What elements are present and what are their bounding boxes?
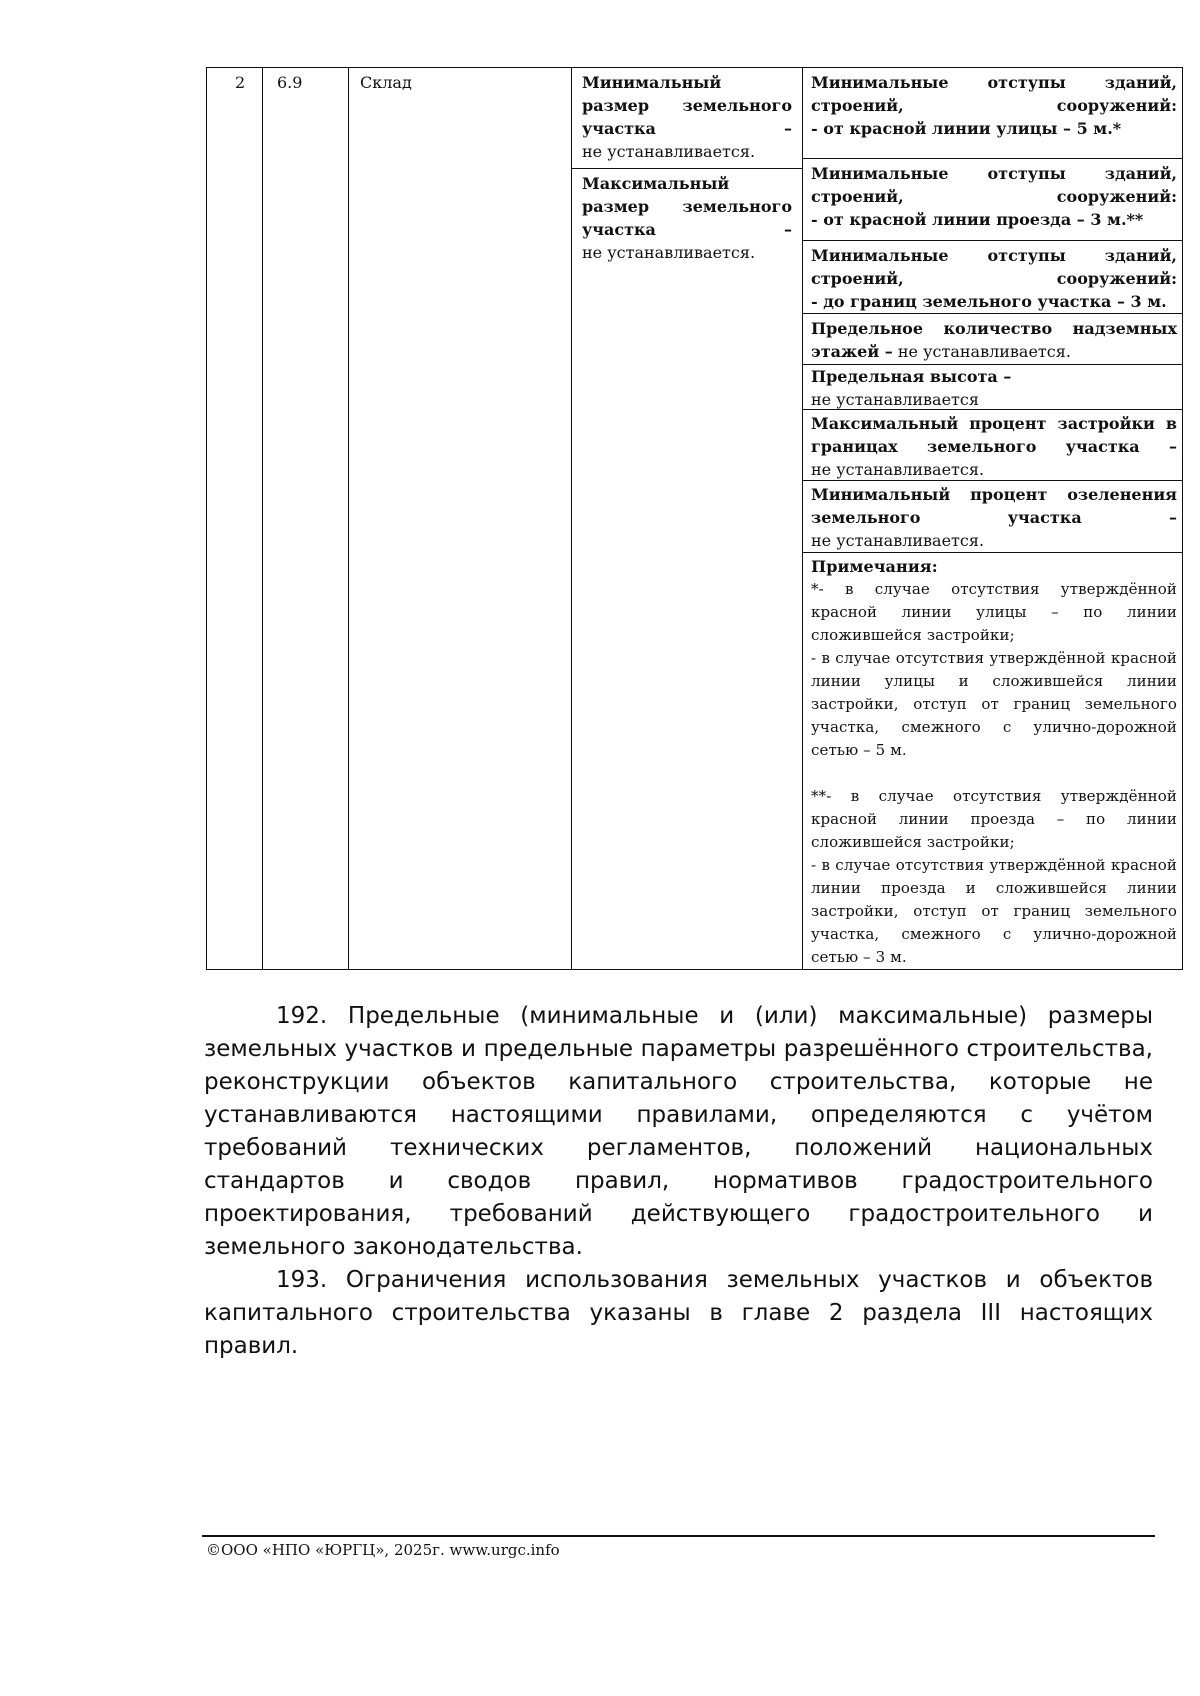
max-coverage-label: Максимальный процент застройки в границах земельного участка – xyxy=(811,414,1177,456)
note-3: **- в случае отсутствия утверждённой красной линии проезда – по линии сложившейся застройки; xyxy=(811,787,1177,851)
table-row-divider xyxy=(802,552,1182,553)
table-row-divider xyxy=(802,158,1182,159)
table-col-divider xyxy=(262,68,263,969)
max-coverage xyxy=(811,412,1177,481)
use-name: Склад xyxy=(360,73,412,92)
table-col-divider xyxy=(571,68,572,969)
setback-border-label: Минимальные отступы зданий, строений, сооружений: xyxy=(811,246,1177,288)
setback-street-label: Минимальные отступы зданий, строений, сооружений: xyxy=(811,73,1177,115)
table-col-divider xyxy=(802,68,803,969)
table-row-divider xyxy=(802,240,1182,241)
setback-street-value: - от красной линии улицы – 5 м.* xyxy=(811,119,1122,138)
max-plot-size xyxy=(582,172,792,264)
min-greening-label: Минимальный процент озеленения земельного участка – xyxy=(811,485,1177,527)
footer-divider xyxy=(202,1535,1155,1537)
paragraph-193: 193. Ограничения использования земельных участков и объектов капитального строительства указаны в главе 2 раздела III настоящих правил. xyxy=(204,1267,1153,1359)
min-plot-size-label: Минимальный размер земельного участка – xyxy=(582,73,792,138)
min-plot-size-value: не устанавливается. xyxy=(582,142,756,161)
table-row-divider xyxy=(802,313,1182,314)
max-height-label: Предельная высота – xyxy=(811,367,1012,386)
min-plot-size xyxy=(582,71,792,163)
use-code: 6.9 xyxy=(277,73,303,92)
min-greening-value: не устанавливается. xyxy=(811,531,985,550)
max-floors-label: Предельное количество надземных этажей – xyxy=(811,319,1177,361)
table-col-divider xyxy=(348,68,349,969)
setback-road xyxy=(811,162,1177,231)
table-row-divider xyxy=(571,168,802,169)
max-height-value: не устанавливается xyxy=(811,390,979,409)
max-floors xyxy=(811,317,1177,363)
zoning-parameters-table xyxy=(206,67,1183,970)
notes-spacer xyxy=(811,762,1177,785)
footer-copyright: ©ООО «НПО «ЮРГЦ», 2025г. www.urgc.info xyxy=(206,1541,560,1559)
row-number: 2 xyxy=(235,73,246,92)
paragraph-192: 192. Предельные (минимальные и (или) максимальные) размеры земельных участков и предельные параметры разрешённого строительства, реконструкции объектов капитального строительства, которые не устанавливаются настоящими правилами, определяются с учётом требований технических регламентов, положений национальных стандартов и сводов правил, нормативов градостроительного проектирования, требований действующего градостроительного и земельного законодательства. xyxy=(204,1003,1153,1260)
max-plot-size-value: не устанавливается. xyxy=(582,243,756,262)
note-2: - в случае отсутствия утверждённой красной линии улицы и сложившейся линии застройки, отступ от границ земельного участка, смежного с улично-дорожной сетью – 5 м. xyxy=(811,649,1177,759)
max-floors-value: не устанавливается. xyxy=(897,342,1071,361)
notes-block xyxy=(811,555,1177,969)
setback-border xyxy=(811,244,1177,313)
note-4: - в случае отсутствия утверждённой красной линии проезда и сложившейся линии застройки, отступ от границ земельного участка, смежного с улично-дорожной сетью – 3 м. xyxy=(811,856,1177,966)
max-height xyxy=(811,365,1177,411)
body-paragraphs xyxy=(204,1000,1153,1363)
notes-title: Примечания: xyxy=(811,557,938,576)
min-greening xyxy=(811,483,1177,552)
max-coverage-value: не устанавливается. xyxy=(811,460,985,479)
setback-street xyxy=(811,71,1177,140)
setback-road-value: - от красной линии проезда – 3 м.** xyxy=(811,210,1144,229)
max-plot-size-label: Максимальный размер земельного участка – xyxy=(582,174,792,239)
setback-border-value: - до границ земельного участка – 3 м. xyxy=(811,292,1167,311)
note-1: *- в случае отсутствия утверждённой красной линии улицы – по линии сложившейся застройки; xyxy=(811,580,1177,644)
setback-road-label: Минимальные отступы зданий, строений, сооружений: xyxy=(811,164,1177,206)
